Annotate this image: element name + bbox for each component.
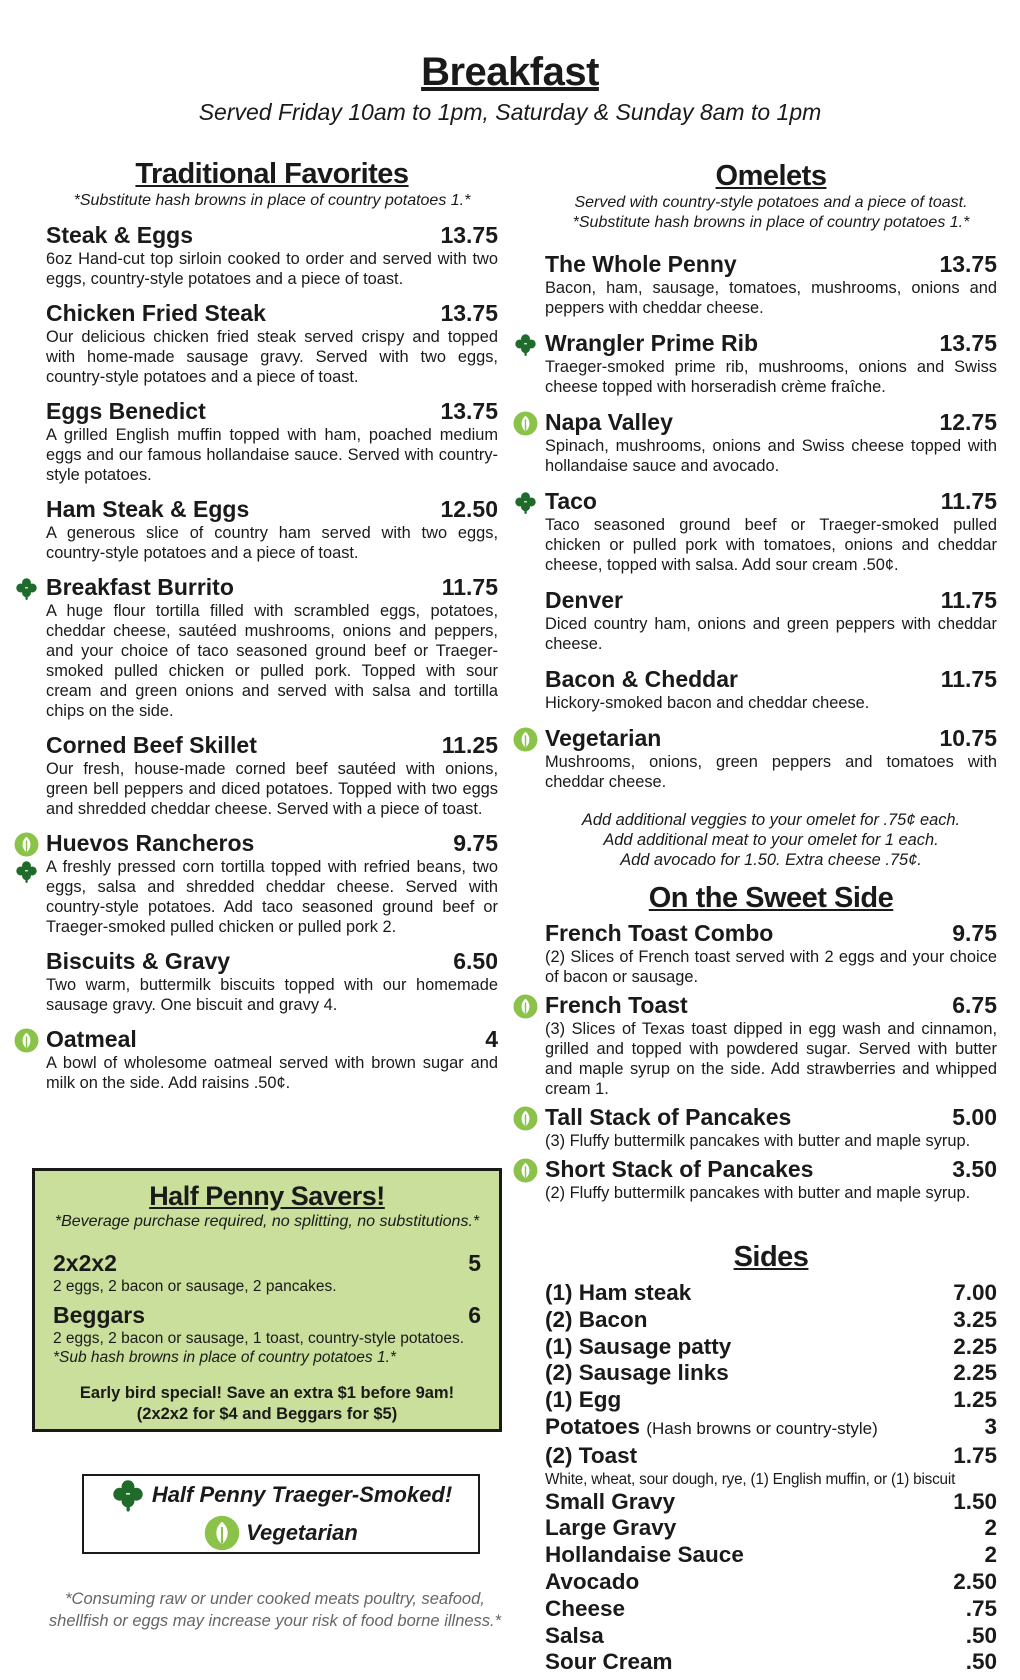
item-marks: [513, 1106, 538, 1131]
traditional-title: Traditional Favorites: [135, 158, 409, 190]
shamrock-icon: [513, 490, 538, 515]
traditional-note: *Substitute hash browns in place of country potatoes 1.*: [73, 192, 471, 209]
disclaimer-line2: shellfish or eggs may increase your risk of food borne illness.*: [48, 1612, 502, 1630]
menu-item: [545, 992, 997, 1099]
side-item-label: [545, 1414, 878, 1443]
side-item-label: [545, 1542, 744, 1569]
item-price: 12.75: [939, 409, 997, 435]
side-item-price: 2: [984, 1542, 997, 1568]
side-item-name: Cheese: [545, 1595, 626, 1621]
sides-list: [545, 1280, 997, 1676]
side-item-price: .75: [965, 1595, 997, 1621]
item-name: Bacon & Cheddar: [545, 666, 738, 692]
item-desc: A freshly pressed corn tortilla topped with refried beans, two eggs, salsa and shredded cheddar cheese. Served with country-style potatoes. Add taco seasoned ground beef or Traeger-smoked pulled chicken or pulled pork 2.: [46, 858, 498, 936]
menu-item: [46, 574, 498, 721]
item-marks: [14, 1028, 39, 1053]
item-name: Napa Valley: [545, 409, 673, 435]
item-price: 11.75: [441, 574, 498, 600]
side-item-price: 2.25: [953, 1360, 997, 1386]
item-desc: Bacon, ham, sausage, tomatoes, mushrooms, onions and peppers with cheddar cheese.: [545, 279, 997, 317]
item-name: Eggs Benedict: [46, 398, 206, 424]
item-head: [545, 1156, 997, 1183]
item-head: [545, 725, 997, 752]
menu-item: [46, 300, 498, 387]
side-item: [545, 1334, 997, 1361]
menu-item: [545, 330, 997, 397]
shamrock-icon: [110, 1477, 146, 1513]
item-head: [46, 496, 498, 523]
menu-item: [46, 1026, 498, 1093]
item-price: 10.75: [939, 725, 997, 751]
omelets-note: *Substitute hash browns in place of country potatoes 1.*: [572, 214, 970, 231]
item-price: 13.75: [939, 330, 997, 356]
side-item-label: [545, 1623, 604, 1650]
left-column: [46, 158, 498, 1093]
menu-item: [46, 948, 498, 1015]
item-price: 5.00: [952, 1104, 997, 1130]
item-head: [545, 587, 997, 614]
item-price: 13.75: [939, 251, 997, 277]
item-desc: Diced country ham, onions and green peppers with cheddar cheese.: [545, 615, 997, 653]
item-name: Ham Steak & Eggs: [46, 496, 250, 522]
item-desc: A grilled English muffin topped with ham, poached medium eggs and our famous hollandaise sauce. Served with country-style potatoes.: [46, 426, 498, 484]
item-price: 11.75: [940, 587, 997, 613]
menu-item: [46, 398, 498, 485]
item-marks: [513, 727, 538, 752]
food-safety-disclaimer: [30, 1588, 520, 1632]
leaf-icon: [513, 994, 538, 1019]
side-item-name: Hollandaise Sauce: [545, 1542, 744, 1568]
side-item-label: [545, 1443, 637, 1470]
item-head: [545, 1104, 997, 1131]
menu-item: [545, 587, 997, 654]
early-bird-special: [53, 1383, 481, 1425]
item-desc: Spinach, mushrooms, onions and Swiss cheese topped with hollandaise sauce and avocado.: [545, 437, 997, 475]
item-name: Short Stack of Pancakes: [545, 1156, 814, 1182]
item-name: French Toast: [545, 992, 688, 1018]
traditional-list: [46, 222, 498, 1093]
side-item-price: 1.75: [953, 1442, 997, 1468]
early-bird-line1: Early bird special! Save an extra $1 before 9am!: [79, 1384, 455, 1402]
side-item-name: (2) Sausage links: [545, 1360, 729, 1386]
item-name: French Toast Combo: [545, 920, 774, 946]
item-marks: [513, 332, 538, 357]
side-item: [545, 1649, 997, 1676]
item-name: Vegetarian: [545, 725, 662, 751]
side-item-name: (1) Sausage patty: [545, 1333, 732, 1359]
menu-item: [545, 251, 997, 318]
disclaimer-line1: *Consuming raw or under cooked meats poultry, seafood,: [65, 1590, 485, 1608]
side-item: [545, 1489, 997, 1516]
item-name: Denver: [545, 587, 623, 613]
leaf-icon: [14, 1028, 39, 1053]
shamrock-icon: [14, 859, 39, 884]
sides-title: Sides: [733, 1241, 809, 1273]
item-head: [46, 398, 498, 425]
item-name: Breakfast Burrito: [46, 574, 234, 600]
item-desc: Our delicious chicken fried steak served crispy and topped with home-made sausage gravy. Served with two eggs, country-style potatoes and a piece of toast.: [46, 328, 498, 386]
side-item-price: .50: [965, 1649, 997, 1675]
side-item-name: (1) Egg: [545, 1387, 622, 1413]
sweet-list: [545, 920, 997, 1203]
leaf-icon: [513, 727, 538, 752]
item-desc: A generous slice of country ham served with two eggs, country-style potatoes and a piece of toast.: [46, 524, 498, 562]
item-head: [545, 666, 997, 693]
side-item-price: 3: [984, 1413, 997, 1439]
item-desc: A huge flour tortilla filled with scrambled eggs, potatoes, cheddar cheese, sautéed mushrooms, onions and peppers, and your choice of taco seasoned ground beef or Traeger-smoked pulled chicken or pulled pork. Topped with sour cream and green onions and served with salsa and tortilla chips on the side.: [46, 602, 498, 720]
shamrock-icon: [14, 576, 39, 601]
menu-item: [545, 666, 997, 713]
item-marks: [513, 411, 538, 436]
menu-item: [46, 222, 498, 289]
side-item: [545, 1414, 997, 1443]
item-head: [46, 830, 498, 857]
side-item: [545, 1280, 997, 1307]
side-item-label: [545, 1569, 639, 1596]
side-item-label: [545, 1334, 731, 1361]
menu-item: [545, 409, 997, 476]
item-marks: [14, 576, 39, 601]
item-price: 13.75: [440, 398, 498, 424]
sweet-title: On the Sweet Side: [648, 882, 894, 914]
savers-item: [53, 1250, 481, 1296]
legend-traeger: [110, 1477, 452, 1513]
side-item-price: 2.50: [953, 1568, 997, 1594]
side-item: [545, 1307, 997, 1334]
side-item-name: Salsa: [545, 1622, 604, 1648]
item-name: The Whole Penny: [545, 251, 737, 277]
item-head: [46, 300, 498, 327]
item-head: [545, 920, 997, 947]
side-item: [545, 1596, 997, 1623]
menu-item: [46, 496, 498, 563]
item-name: Wrangler Prime Rib: [545, 330, 759, 356]
item-head: [46, 732, 498, 759]
item-marks: [513, 490, 538, 515]
side-item-label: [545, 1387, 621, 1414]
menu-item: [46, 830, 498, 937]
omelet-extra-line: Add avocado for 1.50. Extra cheese .75¢.: [620, 851, 922, 869]
menu-item: [46, 732, 498, 819]
leaf-icon: [513, 1106, 538, 1131]
early-bird-line2: (2x2x2 for $4 and Beggars for $5): [136, 1405, 398, 1423]
item-desc: Two warm, buttermilk biscuits topped with our homemade sausage gravy. One biscuit and gravy 4.: [46, 976, 498, 1014]
side-item-label: [545, 1307, 648, 1334]
savers-item-name: 2x2x2: [53, 1250, 117, 1276]
side-item-price: 2.25: [953, 1333, 997, 1359]
omelet-extra-line: Add additional veggies to your omelet for .75¢ each.: [581, 811, 961, 829]
item-marks: [513, 994, 538, 1019]
item-head: [46, 948, 498, 975]
item-head: [46, 1026, 498, 1053]
side-item: [545, 1443, 997, 1470]
item-head: [545, 992, 997, 1019]
side-item-name: Sour Cream: [545, 1649, 673, 1675]
item-price: 4: [485, 1026, 498, 1052]
side-item-label: [545, 1360, 729, 1387]
savers-title: Half Penny Savers!: [149, 1181, 385, 1211]
leaf-icon: [14, 832, 39, 857]
side-item-note: White, wheat, sour dough, rye, (1) English muffin, or (1) biscuit: [545, 1470, 956, 1488]
item-desc: Hickory-smoked bacon and cheddar cheese.: [545, 694, 870, 712]
side-item: [545, 1542, 997, 1569]
side-item-name: Large Gravy: [545, 1515, 677, 1541]
omelets-note: Served with country-style potatoes and a piece of toast.: [574, 194, 968, 211]
menu-item: [545, 1156, 997, 1203]
side-item: [545, 1569, 997, 1596]
item-desc: 6oz Hand-cut top sirloin cooked to order and served with two eggs, country-style potatoes and a piece of toast.: [46, 250, 498, 288]
savers-note: *Beverage purchase required, no splitting, no substitutions.*: [54, 1213, 480, 1230]
item-name: Corned Beef Skillet: [46, 732, 257, 758]
item-price: 13.75: [440, 300, 498, 326]
leaf-icon: [204, 1515, 240, 1551]
item-name: Taco: [545, 488, 597, 514]
side-item-name: Potatoes: [545, 1413, 641, 1439]
leaf-icon: [513, 1158, 538, 1183]
savers-item-desc: 2 eggs, 2 bacon or sausage, 2 pancakes.: [53, 1278, 337, 1295]
item-head: [46, 222, 498, 249]
item-price: 11.75: [940, 488, 997, 514]
item-name: Steak & Eggs: [46, 222, 193, 248]
savers-item-note: *Sub hash browns in place of country potatoes 1.*: [53, 1349, 396, 1366]
side-item-name: (2) Toast: [545, 1442, 638, 1468]
item-desc: Mushrooms, onions, green peppers and tomatoes with cheddar cheese.: [545, 753, 997, 791]
item-desc: (2) Fluffy buttermilk pancakes with butter and maple syrup.: [545, 1184, 971, 1202]
side-item-label: [545, 1649, 673, 1676]
legend-vegetarian: [204, 1515, 358, 1551]
item-name: Oatmeal: [46, 1026, 137, 1052]
item-desc: (3) Fluffy buttermilk pancakes with butter and maple syrup.: [545, 1132, 971, 1150]
side-item-price: 3.25: [953, 1306, 997, 1332]
savers-item-desc: 2 eggs, 2 bacon or sausage, 1 toast, country-style potatoes.: [53, 1330, 464, 1347]
item-head: [545, 251, 997, 278]
side-item-price: 1.50: [953, 1488, 997, 1514]
item-price: 6.50: [453, 948, 498, 974]
item-marks: [14, 832, 39, 884]
item-head: [545, 330, 997, 357]
item-head: [545, 409, 997, 436]
side-item-label: [545, 1515, 676, 1542]
item-price: 9.75: [453, 830, 498, 856]
item-price: 11.25: [441, 732, 498, 758]
item-name: Huevos Rancheros: [46, 830, 255, 856]
item-desc: A bowl of wholesome oatmeal served with brown sugar and milk on the side. Add raisins .50¢.: [46, 1054, 498, 1092]
page-title: Breakfast: [421, 50, 599, 94]
leaf-icon: [513, 411, 538, 436]
savers-box: [32, 1168, 502, 1432]
item-price: 3.50: [952, 1156, 997, 1182]
item-name: Tall Stack of Pancakes: [545, 1104, 792, 1130]
right-column: [545, 160, 997, 1676]
item-desc: (2) Slices of French toast served with 2 eggs and your choice of bacon or sausage.: [545, 948, 997, 986]
service-hours: Served Friday 10am to 1pm, Saturday & Sunday 8am to 1pm: [198, 99, 822, 125]
savers-item-price: 5: [468, 1250, 481, 1276]
omelets-list: [545, 251, 997, 792]
side-item-label: [545, 1489, 675, 1516]
side-item-price: 2: [984, 1515, 997, 1541]
item-desc: Taco seasoned ground beef or Traeger-smoked pulled chicken or pulled pork with tomatoes, onions and cheddar cheese, topped with salsa. Add sour cream .50¢.: [545, 516, 997, 574]
side-item-qualifier: (Hash browns or country-style): [646, 1418, 878, 1438]
savers-item: [53, 1302, 481, 1367]
side-item-name: Small Gravy: [545, 1488, 676, 1514]
omelets-title: Omelets: [715, 160, 827, 192]
side-item: [545, 1623, 997, 1650]
side-item-name: (2) Bacon: [545, 1306, 648, 1332]
side-item: [545, 1515, 997, 1542]
icon-legend: [82, 1474, 480, 1554]
item-desc: Traeger-smoked prime rib, mushrooms, onions and Swiss cheese topped with horseradish crème fraîche.: [545, 358, 997, 396]
item-price: 11.75: [940, 666, 997, 692]
side-item-label: [545, 1280, 691, 1307]
item-desc: Our fresh, house-made corned beef sautéed with onions, green bell peppers and diced potatoes. Topped with two eggs and shredded cheddar cheese. Served with a piece of toast.: [46, 760, 498, 818]
item-marks: [513, 1158, 538, 1183]
omelet-extra-line: Add additional meat to your omelet for 1 each.: [603, 831, 939, 849]
menu-item: [545, 920, 997, 987]
shamrock-icon: [513, 332, 538, 357]
item-price: 6.75: [952, 992, 997, 1018]
item-desc: (3) Slices of Texas toast dipped in egg wash and cinnamon, grilled and topped with powdered sugar. Served with butter and maple syrup on the side. Add strawberries and whipped cream 1.: [545, 1020, 997, 1098]
side-item-label: [545, 1596, 625, 1623]
side-item-price: 7.00: [953, 1280, 997, 1305]
item-price: 12.50: [440, 496, 498, 522]
item-head: [545, 488, 997, 515]
menu-item: [545, 1104, 997, 1151]
item-price: 13.75: [440, 222, 498, 248]
item-name: Chicken Fried Steak: [46, 300, 266, 326]
menu-item: [545, 725, 997, 792]
side-item-price: 1.25: [953, 1387, 997, 1413]
item-head: [46, 574, 498, 601]
side-item-name: Avocado: [545, 1568, 640, 1594]
savers-item-name: Beggars: [53, 1302, 146, 1328]
menu-item: [545, 488, 997, 575]
savers-item-price: 6: [468, 1302, 481, 1328]
menu-header: [0, 50, 1020, 126]
side-item-name: (1) Ham steak: [545, 1280, 692, 1305]
side-item: [545, 1387, 997, 1414]
item-name: Biscuits & Gravy: [46, 948, 231, 974]
omelet-extras: [545, 810, 997, 870]
side-item-price: .50: [965, 1622, 997, 1648]
legend-traeger-label: Half Penny Traeger-Smoked!: [151, 1482, 453, 1507]
item-price: 9.75: [952, 920, 997, 946]
legend-vegetarian-label: Vegetarian: [246, 1520, 358, 1545]
side-item: [545, 1360, 997, 1387]
